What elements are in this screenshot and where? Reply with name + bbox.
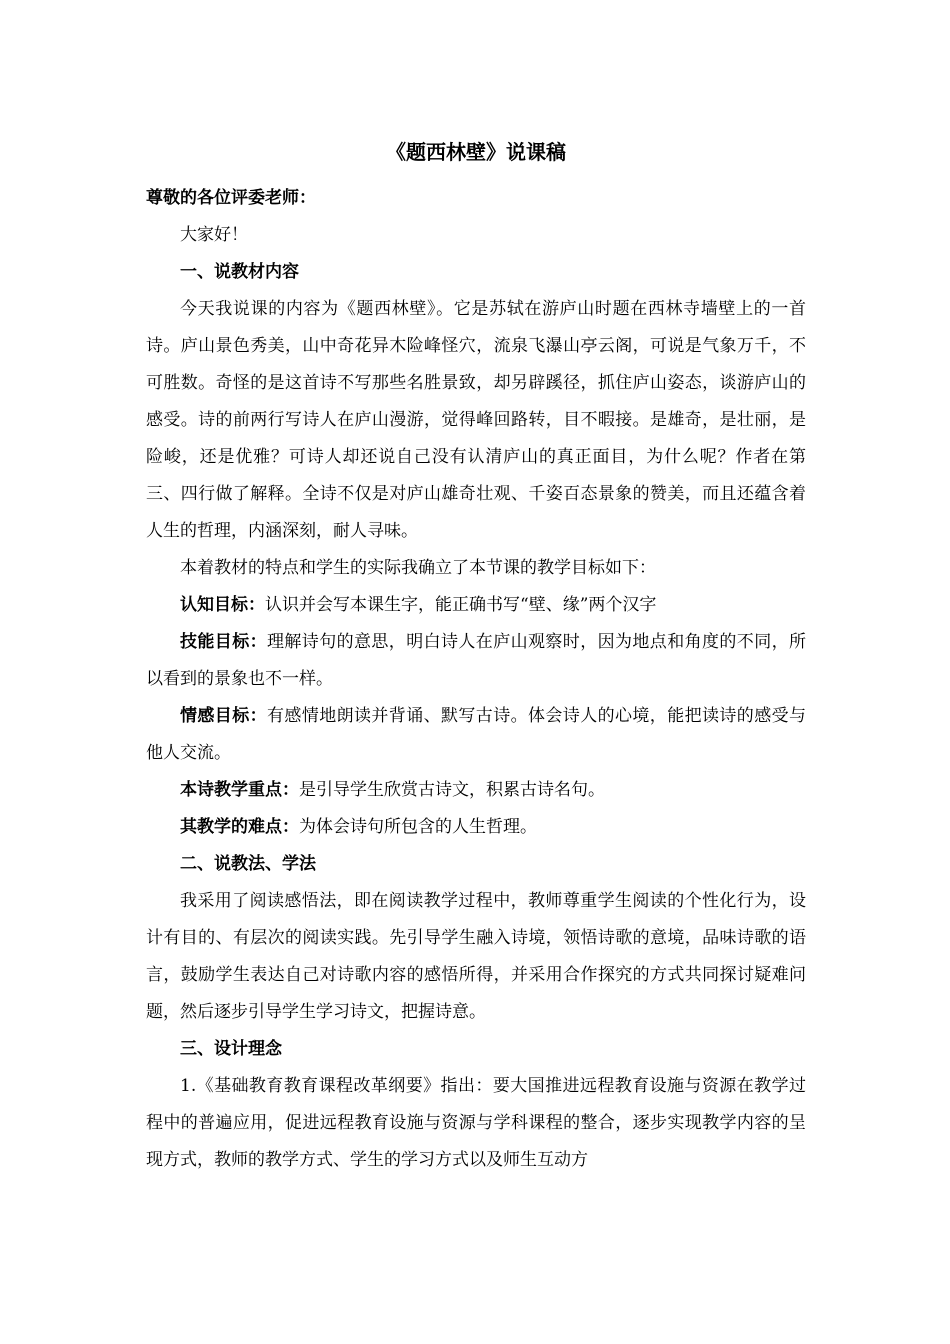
goal-text: 理解诗句的意思，明白诗人在庐山观察时，因为地点和角度的不同，所以看到的景象也不一样。: [146, 632, 806, 689]
teaching-focus: [146, 772, 806, 809]
greeting: 大家好！: [180, 225, 248, 245]
salutation: 尊敬的各位评委老师：: [146, 188, 316, 208]
goal-label: 本诗教学重点：: [180, 780, 299, 800]
goal-skill: [146, 624, 806, 698]
goal-emotion: [146, 698, 806, 772]
section-heading-2: 二、说教法、学法: [180, 854, 316, 874]
section-heading-3: 三、设计理念: [180, 1039, 282, 1059]
goal-label: 技能目标：: [180, 632, 267, 652]
goal-label: 情感目标：: [180, 706, 267, 726]
document-page: [146, 128, 806, 1179]
teaching-difficulty: [146, 809, 806, 846]
section2-paragraph-1: 我采用了阅读感悟法，即在阅读教学过程中，教师尊重学生阅读的个性化行为，设计有目的、有层次的阅读实践。先引导学生融入诗境，领悟诗歌的意境，品味诗歌的语言，鼓励学生表达自己对诗歌内容的感悟所得，并采用合作探究的方式共同探讨疑难问题，然后逐步引导学生学习诗文，把握诗意。: [146, 891, 806, 1022]
goal-label: 认知目标：: [180, 595, 265, 615]
goal-text: 是引导学生欣赏古诗文，积累古诗名句。: [299, 780, 605, 800]
goal-text: 为体会诗句所包含的人生哲理。: [299, 817, 537, 837]
goal-text: 认识并会写本课生字，能正确书写“壁、缘”两个汉字: [265, 595, 657, 615]
document-title: 《题西林壁》说课稿: [386, 140, 566, 164]
section3-paragraph-1: 1.《基础教育教育课程改革纲要》指出：要大国推进远程教育设施与资源在教学过程中的普遍应用，促进远程教育设施与资源与学科课程的整合，逐步实现教学内容的呈现方式，教师的教学方式、学生的学习方式以及师生互动方: [146, 1076, 806, 1170]
section-heading-1: 一、说教材内容: [180, 262, 299, 282]
goal-cognitive: [146, 587, 806, 624]
section1-paragraph-2: 本着教材的特点和学生的实际我确立了本节课的教学目标如下：: [180, 558, 656, 578]
goal-label: 其教学的难点：: [180, 817, 299, 837]
section1-paragraph-1: 今天我说课的内容为《题西林壁》。它是苏轼在游庐山时题在西林寺墙壁上的一首诗。庐山景色秀美，山中奇花异木险峰怪穴，流泉飞瀑山亭云阁，可说是气象万千，不可胜数。奇怪的是这首诗不写那些名胜景致，却另辟蹊径，抓住庐山姿态，谈游庐山的感受。诗的前两行写诗人在庐山漫游，觉得峰回路转，目不暇接。是雄奇，是壮丽，是险峻，还是优雅？可诗人却还说自己没有认清庐山的真正面目，为什么呢？作者在第三、四行做了解释。全诗不仅是对庐山雄奇壮观、千姿百态景象的赞美，而且还蕴含着人生的哲理，内涵深刻，耐人寻味。: [146, 299, 806, 541]
goal-text: 有感情地朗读并背诵、默写古诗。体会诗人的心境，能把读诗的感受与他人交流。: [146, 706, 806, 763]
